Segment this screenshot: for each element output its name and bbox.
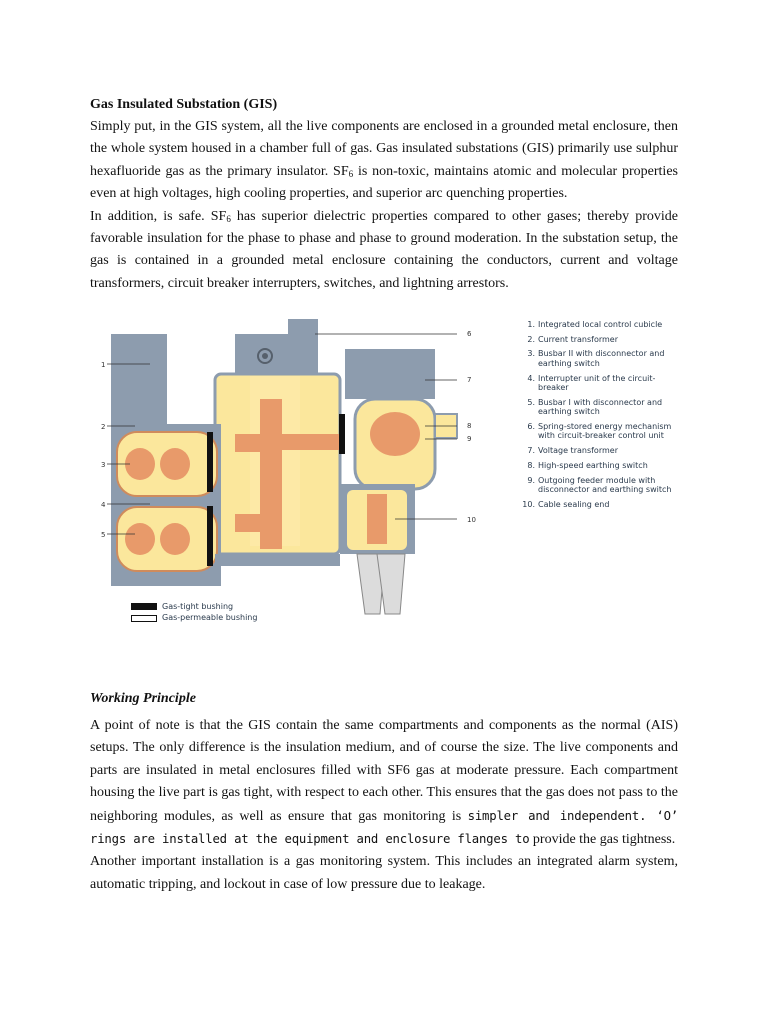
gas-permeable-swatch xyxy=(131,615,157,622)
control-cubicle xyxy=(111,334,167,432)
legend-item: 3. Busbar II with disconnector and earthing switch xyxy=(527,349,665,368)
mechanism-cabinet xyxy=(288,319,318,379)
section-heading-gis: Gas Insulated Substation (GIS) xyxy=(90,97,278,112)
legend-item: 5. Busbar I with disconnector and earthing switch xyxy=(527,397,663,417)
paragraph-gis-sf6: In addition, is safe. $SF_6$ has superior dielectric properties compared to other gases; thereby provide favorable insulation for the phase to phase and phase to ground moderation. In the substation setup, the gas is contained in a grounded metal enclosure containing the conductors, current and voltage transformers, circuit breaker interrupters, switches, and lightning arrestors. xyxy=(90,208,678,291)
legend-item: 1. Integrated local control cubicle xyxy=(527,320,663,329)
callout-label: 9 xyxy=(467,435,472,443)
gas-tight-swatch xyxy=(131,603,157,610)
legend-item: 10. Cable sealing end xyxy=(522,499,610,509)
legend-item: 2. Current transformer xyxy=(527,334,619,344)
section-gis xyxy=(90,94,678,295)
gas-tight-label: Gas-tight bushing xyxy=(162,602,234,611)
legend-item: 8. High-speed earthing switch xyxy=(527,460,648,470)
legend-item: 9. Outgoing feeder module with disconnector and earthing switch xyxy=(527,475,672,494)
legend-item: 6. Spring-stored energy mechanism with circuit-breaker control unit xyxy=(527,421,672,441)
section-working-principle xyxy=(90,688,678,896)
figure-legend xyxy=(520,320,680,514)
callout-label: 2 xyxy=(101,423,106,431)
callout-label: 10 xyxy=(467,516,476,524)
legend-item: 4. Interrupter unit of the circuit-breaker xyxy=(527,373,656,393)
callout-label: 5 xyxy=(101,531,106,539)
paragraph-gas-monitoring: Another important installation is a gas monitoring system. This includes an integrated alarm system, automatic tripping, and lockout in case of low pressure due to leakage. xyxy=(90,854,678,892)
legend-item: 7. Voltage transformer xyxy=(527,446,618,456)
paragraph-gis-intro: Simply put, in the GIS system, all the live components are enclosed in a grounded metal enclosure, then the whole system housed in a chamber full of gas. Gas insulated substations (GIS) primarily use sulphur hexafluoride gas as the primary insulator. $SF_6$ is non-toxic, maintains atomic and molecular properties even at high voltages, high cooling properties, and superior arc quenching properties. xyxy=(90,119,678,202)
section-heading-working-principle: Working Principle xyxy=(90,691,196,706)
callout-label: 4 xyxy=(101,501,106,509)
paragraph-working-principle: A point of note is that the GIS contain the same compartments and components as the normal (AIS) setups. The only difference is the insulation medium, and of course the size. The live components and parts are insulated in metal enclosures filled with SF6 gas at moderate pressure. Each compartment housing the live part is gas tight, with respect to each other. This ensures that the gas does not pass to the neighboring modules, as well as ensure that gas monitoring is simpler and independent. ‘O’ rings are installed at the equipment and enclosure flanges to provide the gas tightness. xyxy=(90,718,678,848)
gas-permeable-label: Gas-permeable bushing xyxy=(162,613,258,622)
callout-label: 7 xyxy=(467,376,472,384)
callout-label: 6 xyxy=(467,330,472,338)
callout-label: 3 xyxy=(101,461,106,469)
callout-label: 8 xyxy=(467,422,472,430)
callout-label: 1 xyxy=(101,361,106,369)
